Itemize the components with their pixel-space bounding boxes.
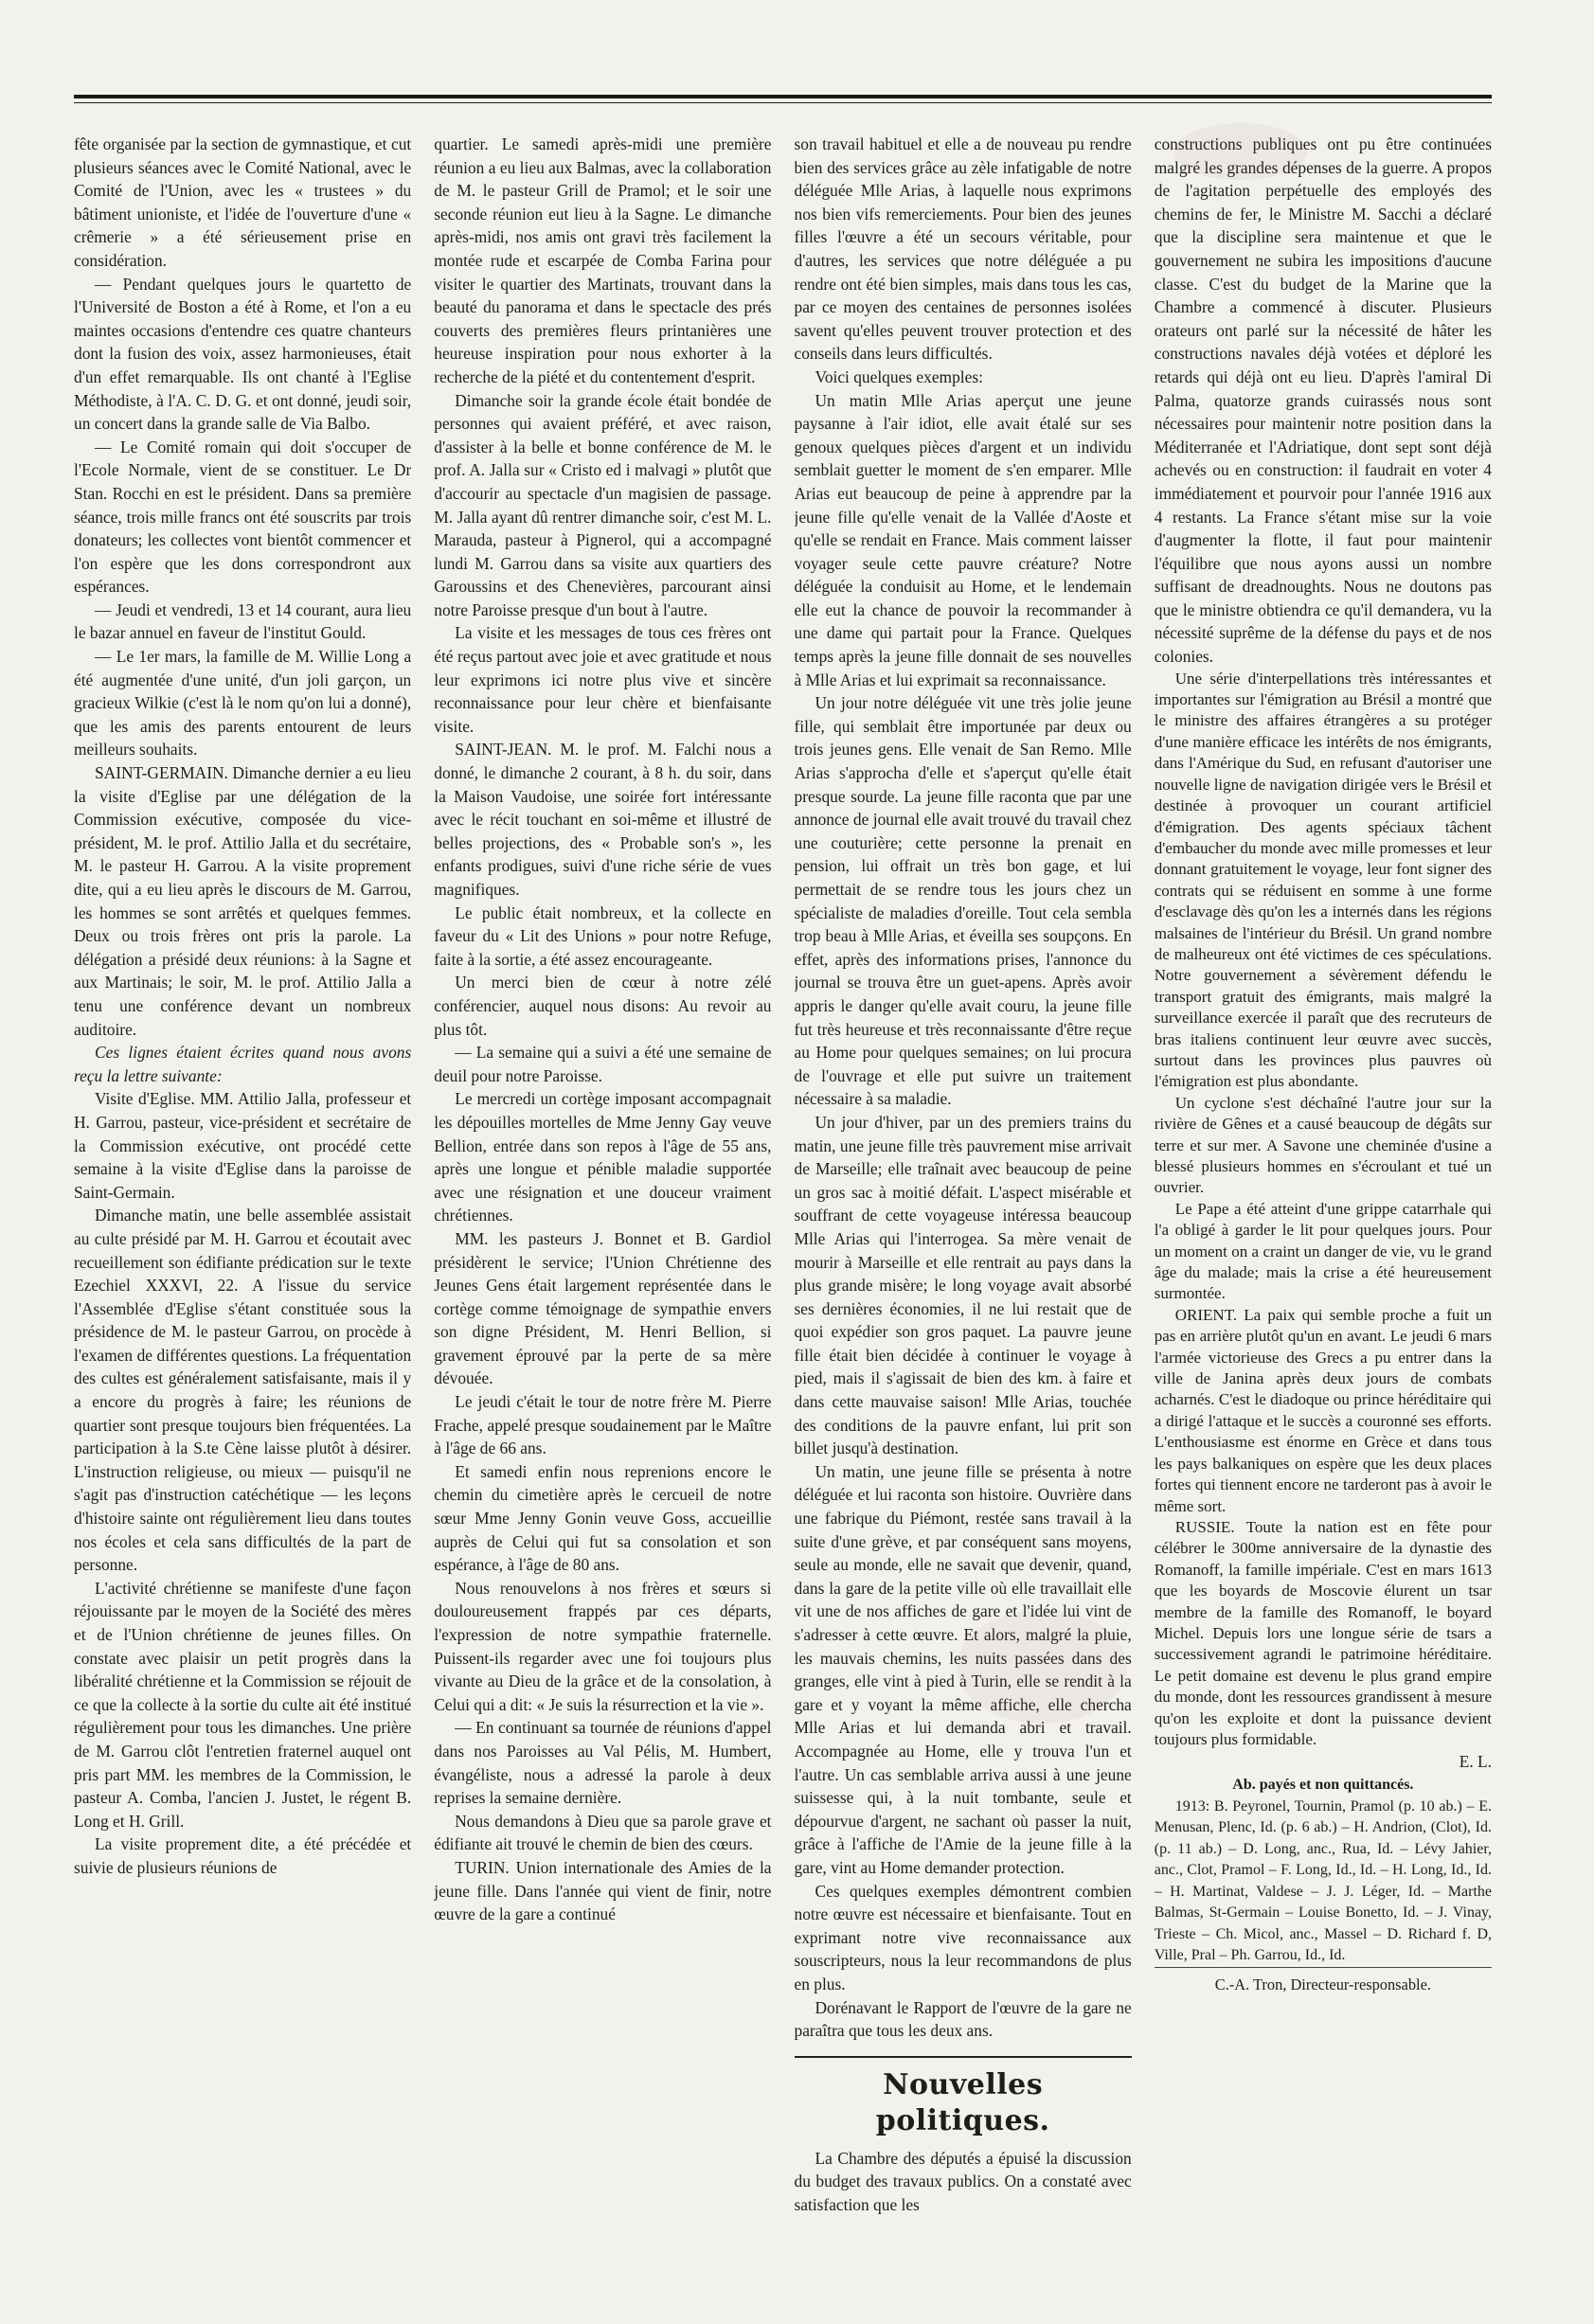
article-paragraph: SAINT-GERMAIN. Dimanche dernier a eu lieu la visite d'Eglise par une délégation de la Commission exécutive, composée du vice-président, M. le prof. Attilio Jalla et du secrétaire, M. le pasteur H. Garrou. A la visite proprement dite, qui a eu lieu après le discours de M. Garrou, les hommes se sont arrêtés et quelques femmes. Deux ou trois frères ont pris la parole. La délégation a présidé deux réunions: à la Sagne et aux Martinais; le soir, M. le prof. Attilio Jalla a tenu une conférence devant un nombreux auditoire. <box>74 763 412 1039</box>
article-paragraph: Dorénavant le Rapport de l'œuvre de la gare ne paraîtra que tous les deux ans. <box>794 1997 1132 2041</box>
article-paragraph: Le jeudi c'était le tour de notre frère M. Pierre Frache, appelé presque soudainement par le Maître à l'âge de 66 ans. <box>434 1392 772 1458</box>
article-paragraph: son travail habituel et elle a de nouveau pu rendre bien des services grâce au zèle infatigable de notre déléguée Mlle Arias, à laquelle nous exprimons nos bien vifs remerciements. Pour bien des jeunes filles l'œuvre a été un secours véritable, pour d'autres, les services que notre déléguée a pu rendre ont été bien simples, mais dans tous les cas, par ce moyen des centaines de personnes isolées savent qu'elles peuvent trouver protection et des conseils dans leurs difficultés. <box>794 134 1132 364</box>
article-paragraph: Et samedi enfin nous reprenions encore le chemin du cimetière après le cercueil de notre sœur Mme Jenny Gonin veuve Goss, accueillie auprès de Celui qui fut sa consolation et son espérance, à l'âge de 80 ans. <box>434 1461 772 1575</box>
article-paragraph: L'activité chrétienne se manifeste d'une façon réjouissante par le moyen de la Société des mères et de l'Union chrétienne de jeunes filles. On constate avec plaisir un petit progrès dans la libéralité chrétienne et la Commission se réjouit de ce que la collecte à la sortie du culte ait été institué régulièrement pour tous les dimanches. Une prière de M. Garrou clôt l'entretien fraternel auquel ont pris part MM. les membres de la Commission, le pasteur A. Comba, l'ancien J. Justet, le régent B. Long et H. Grill. <box>74 1578 412 1831</box>
article-paragraph: E. L. <box>1459 1752 1492 1772</box>
column-1 <box>74 133 411 2273</box>
article-paragraph: — En continuant sa tournée de réunions d'appel dans nos Paroisses au Val Pélis, M. Humbert, évangéliste, nous a adressé la parole à deux reprises la semaine dernière. <box>434 1718 772 1808</box>
article-paragraph: Le public était nombreux, et la collecte en faveur du « Lit des Unions » pour notre Refuge, faite à la sortie, a été assez encourageante. <box>434 903 772 969</box>
article-paragraph: La Chambre des députés a épuisé la discussion du budget des travaux publics. On a constaté avec satisfaction que les <box>794 2148 1132 2214</box>
article-paragraph: Visite d'Eglise. MM. Attilio Jalla, professeur et H. Garrou, pasteur, vice-président et secrétaire de la Commission exécutive, ont procédé cette semaine à la visite d'Eglise dans la paroisse de Saint-Germain. <box>74 1089 412 1202</box>
subscriptions-list: 1913: B. Peyronel, Tournin, Pramol (p. 10 ab.) – E. Menusan, Plenc, Id. (p. 6 ab.) – H. Andrion, (Clot), Id. (p. 11 ab.) – D. Long, anc., Rua, Id. – Lévy Jahier, anc., Clot, Pramol – F. Long, Id., Id. – H. Long, Id., Id. – H. Martinat, Valdese – J. J. Léger, Id. – Marthe Balmas, St-Germain – Louise Bonetto, Id. – J. Vinay, Trieste – Ch. Micol, anc., Massel – D. Richard f. D, Ville, Pral – Ph. Garrou, Id., Id. <box>1154 1797 1492 1964</box>
article-paragraph: Dimanche matin, une belle assemblée assistait au culte présidé par M. H. Garrou et écoutait avec recueillement son édifiante prédication sur le texte Ezechiel XXXVI, 22. A l'issue du service l'Assemblée d'Eglise s'étant constituée sous la présidence de M. le pasteur Garrou, on procède à l'examen de différentes questions. La fréquentation des cultes est généralement satisfaisante, mais il y a encore du progrès à faire; les réunions de quartier sont presque toujours bien fréquentées. La participation à la S.te Cène laisse plutôt à désirer. L'instruction religieuse, ou mieux — puisqu'il ne s'agit pas d'instruction catéchétique — les leçons d'histoire sainte ont régulièrement lieu dans toutes nos écoles et cela sans difficultés de la part de personne. <box>74 1206 412 1575</box>
section-heading: Nouvelles politiques. <box>795 2056 1132 2139</box>
header-rule-thick <box>74 95 1492 98</box>
article-paragraph: fête organisée par la section de gymnastique, et cut plusieurs séances avec le Comité National, avec le Comité de l'Union, avec les « trustees » du bâtiment unioniste, et l'idée de l'ouverture d'une « crêmerie » a été sérieusement prise en considération. <box>74 134 412 270</box>
article-paragraph: Ces quelques exemples démontrent combien notre œuvre est nécessaire et bienfaisante. Tout en exprimant notre vive reconnaissance aux souscripteurs, nous la leur recommandons de plus en plus. <box>794 1881 1132 1993</box>
article-paragraph: Ces lignes étaient écrites quand nous avons reçu la lettre suivante: <box>74 1043 412 1085</box>
article-paragraph: MM. les pasteurs J. Bonnet et B. Gardiol présidèrent le service; l'Union Chrétienne des Jeunes Gens était largement représentée dans le cortège comme témoignage de sympathie envers son digne Président, M. Henri Bellion, si gravement éprouvé par la perte de sa mère dévouée. <box>434 1228 772 1388</box>
article-paragraph: TURIN. Union internationale des Amies de la jeune fille. Dans l'année qui vient de finir, notre œuvre de la gare a continué <box>434 1857 772 1924</box>
article-paragraph: Un jour notre déléguée vit une très jolie jeune fille, qui semblait être importunée par deux ou trois jeunes gens. Elle venait de San Remo. Mlle Arias s'approcha d'elle et s'aperçut qu'elle était presque sourde. La jeune fille raconta que par une annonce de journal elle avait trouvé du travail chez une couturière; cette personne la prenait en pension, lui offrait un très bon gage, et lui permettait de se rendre tous les jours chez un spécialiste de maladies d'oreille. Tout cela sembla trop beau à Mlle Arias, et éveilla ses soupçons. En effet, après des informations prises, l'annonce du journal se trouva être un guet-apens. Après avoir appris le danger qu'elle avait couru, la jeune fille fut très heureuse et très reconnaissante d'être reçue au Home pour quelques semaines; on lui procura de l'ouvrage et elle put suivre un traitement nécessaire à sa maladie. <box>794 693 1132 1109</box>
article-paragraph: Le mercredi un cortège imposant accompagnait les dépouilles mortelles de Mme Jenny Gay veuve Bellion, entrée dans son repos à l'âge de 55 ans, après une longue et pénible maladie supportée avec une résignation et une douceur vraiment chrétiennes. <box>434 1089 772 1225</box>
newspaper-page <box>74 133 1492 2273</box>
editor-signature: C.-A. Tron, Directeur-responsable. <box>1155 1967 1492 1997</box>
article-paragraph: — Le 1er mars, la famille de M. Willie Long a été augmentée d'une unité, d'un joli garçon, un gracieux Wilkie (c'est là le nom qu'on lui a donné), que les amis des parents entourent de leurs meilleurs souhaits. <box>74 647 412 760</box>
article-paragraph: — La semaine qui a suivi a été une semaine de deuil pour notre Paroisse. <box>434 1043 772 1085</box>
article-paragraph: constructions publiques ont pu être continuées malgré les grandes dépenses de la guerre. A propos de l'agitation perpétuelle des employés des chemins de fer, le Ministre M. Sacchi a déclaré que la discipline sera maintenue et que le gouvernement ne subira les impositions d'aucune classe. C'est du budget de la Marine que la Chambre a commencé à discuter. Plusieurs orateurs ont parlé sur la nécessité de hâter les constructions navales déjà votées et déploré les retards qui déjà ont eu lieu. D'après l'amiral Di Palma, quatorze grands cuirassés nous sont nécessaires pour maintenir notre position dans la Méditerranée et l'Adriatique, dont sept sont déjà achevés ou en construction: il faudrait en voter 4 immédiatement et pourvoir pour l'année 1916 aux 4 restants. La France s'étant mise sur la voie d'augmenter la flotte, il faut pour maintenir l'équilibre que nous ayons aussi un nombre suffisant de dreadnoughts. Nous ne doutons pas que le ministre obtiendra ce qu'il demandera, vu la nécessité suprême de la défense du pays et de nos colonies. <box>1154 134 1492 667</box>
article-paragraph: Une série d'interpellations très intéressantes et importantes sur l'émigration au Brésil a montré que le ministre des affaires étrangères a su protéger d'une manière efficace les intérêts de nos émigrants, dans l'Amérique du Sud, en refusant d'autoriser une nouvelle ligne de navigation dirigée vers le Brésil et destinée à provoquer un courant artificiel d'émigration. Des agents spéciaux tâchent d'embaucher du monde avec mille promesses et leur donnant gratuitement le voyage, leur font signer des contrats qui se réduisent en somme à une forme d'esclavage dès qu'on les a internés dans les régions malsaines de l'intérieur du Brésil. Un grand nombre de malheureux ont été victimes de ces spéculations. Notre gouvernement a sévèrement défendu le transport gratuit des émigrants, mais malgré la surveillance exercée il paraît que des recruteurs de bras italiens continuent leur œuvre avec succès, surtout dans les provinces plus pauvres où l'émigration est plus abondante. <box>1154 669 1492 1091</box>
article-paragraph: — Pendant quelques jours le quartetto de l'Université de Boston a été à Rome, et l'on a eu maintes occasions d'entendre ces quatre chanteurs dont la fusion des voix, assez harmonieuses, était d'un effet remarquable. Ils ont chanté à l'Eglise Méthodiste, à l'A. C. D. G. et ont donné, jeudi soir, un concert dans la grande salle de Via Balbo. <box>74 274 412 434</box>
article-paragraph: Le Pape a été atteint d'une grippe catarrhale qui l'a obligé à garder le lit pour quelques jours. Pour un moment on a craint un danger de vie, vu le grand âge du malade; mais la crise a été heureusement surmontée. <box>1154 1199 1492 1303</box>
article-paragraph: quartier. Le samedi après-midi une première réunion a eu lieu aux Balmas, avec la collaboration de M. le pasteur Grill de Pramol; et le soir une seconde réunion eut lieu à la Sagne. Le dimanche après-midi, nos amis ont gravi très facilement la montée rude et escarpée de Comba Farina pour visiter le quartier des Martinats, trouvant dans la beauté du panorama et dans le spectacle des prés couverts des premières fleurs printanières une heureuse inspiration pour nous exhorter à la recherche de la piété et du contentement d'esprit. <box>434 134 772 386</box>
article-paragraph: Voici quelques exemples: <box>815 366 983 386</box>
article-paragraph: Nous demandons à Dieu que sa parole grave et édifiante ait trouvé le chemin de bien des cœurs. <box>434 1811 772 1854</box>
article-paragraph: Dimanche soir la grande école était bondée de personnes qui avaient préféré, et avec raison, d'assister à la belle et bonne conférence de M. le prof. A. Jalla sur « Cristo ed i malvagi » plutôt que d'accourir au spectacle d'un magisien de passage. M. Jalla ayant dû rentrer dimanche soir, c'est M. L. Marauda, pasteur à Pignerol, qui a accompagné lundi M. Garrou dans sa visite aux quartiers des Garoussins et des Chenevières, parcourant ainsi notre Paroisse presque d'un bout à l'autre. <box>434 390 772 619</box>
article-paragraph: La visite et les messages de tous ces frères ont été reçus partout avec joie et avec gratitude et nous leur exprimons ici notre plus vive et sincère reconnaissance pour leur chère et bienfaisante visite. <box>434 623 772 736</box>
article-paragraph: ORIENT. La paix qui semble proche a fuit un pas en arrière plutôt qu'un en avant. Le jeudi 6 mars l'armée victorieuse des Grecs a pu entrer dans la ville de Janina après deux jours de combats acharnés. C'est le diadoque ou prince héréditaire qui a dirigé l'attaque et le succès a couronné ses efforts. L'enthousiasme est énorme en Grèce et dans tous les pays balkaniques on espère que les deux places fortes qui tiennent encore ne tarderont pas à avoir le même sort. <box>1154 1305 1492 1515</box>
article-paragraph: La visite proprement dite, a été précédée et suivie de plusieurs réunions de <box>74 1834 412 1877</box>
article-paragraph: Un matin Mlle Arias aperçut une jeune paysanne à l'air idiot, elle avait étalé sur ses genoux quelques pièces d'argent et un individu semblait guetter le moment de s'en emparer. Mlle Arias eut beaucoup de peine à apprendre par la jeune fille qu'elle venait de la Vallée d'Aoste et qu'elle se rendait en France. Mais comment laisser voyager seule cette pauvre créature? Notre déléguée la conduisit au Home, et le lendemain elle eut la chance de pouvoir la recommander à une dame qui partait pour la France. Quelques temps après la jeune fille donnait de ses nouvelles à Mlle Arias et lui exprimait sa reconnaissance. <box>794 390 1132 689</box>
article-paragraph: Un cyclone s'est déchaîné l'autre jour sur la rivière de Gênes et a causé beaucoup de dégâts sur terre et sur mer. A Savone une cheminée d'usine a blessé plusieurs hommes en s'écroulant et tué un ouvrier. <box>1154 1093 1492 1197</box>
article-paragraph: — Le Comité romain qui doit s'occuper de l'Ecole Normale, vient de se constituer. Le Dr Stan. Rocchi en est le président. Dans sa première séance, trois mille francs ont été souscrits par trois donateurs; les collectes vont bientôt commencer et l'on espère que les dons correspondront aux espérances. <box>74 437 412 597</box>
column-2 <box>434 133 771 2273</box>
article-paragraph: — Jeudi et vendredi, 13 et 14 courant, aura lieu le bazar annuel en faveur de l'institut Gould. <box>74 599 412 643</box>
article-paragraph: Un matin, une jeune fille se présenta à notre déléguée et lui raconta son histoire. Ouvrière dans une fabrique du Piémont, restée sans travail à la suite d'une grève, et par conséquent sans moyens, seule au monde, elle ne savait que devenir, quand, dans la gare de la petite ville où elle travaillait elle vit une de nos affiches de gare et l'idée lui vint de s'adresser à cette œuvre. Et alors, malgré la pluie, les mauvais chemins, les nuits passées dans des granges, elle vint à pied à Turin, elle se rendit à la gare et y voyant la même affiche, elle chercha Mlle Arias et lui demanda abri et travail. Accompagnée au Home, elle y trouva l'un et l'autre. Un cas semblable arriva aussi à une jeune suissesse qui, à la nuit tombante, seule et dépourvue d'argent, ne sachant où passer la nuit, grâce à l'affiche de l'Amie de la jeune fille à la gare, vint au Home demander protection. <box>794 1461 1132 1877</box>
article-paragraph: SAINT-JEAN. M. le prof. M. Falchi nous a donné, le dimanche 2 courant, à 8 h. du soir, dans la Maison Vaudoise, une soirée fort intéressante avec le récit touchant en soi-même et illustré de belles projections, des « Probable son's », les enfants prodigues, suivi d'une riche série de vues magnifiques. <box>434 740 772 899</box>
column-4 <box>1155 133 1492 2273</box>
subscriptions-title: Ab. payés et non quittancés. <box>1232 1776 1414 1793</box>
header-rule-thin <box>74 102 1492 103</box>
column-3 <box>795 133 1132 2273</box>
article-paragraph: Un merci bien de cœur à notre zélé conférencier, auquel nous disons: Au revoir au plus tôt. <box>434 973 772 1039</box>
article-paragraph: RUSSIE. Toute la nation est en fête pour célébrer le 300me anniversaire de la dynastie des Romanoff, la famille impériale. C'est en mars 1613 que les boyards de Moscovie élurent un tsar membre de la famille des Romanoff, le boyard Michel. Depuis lors une longue série de tsars a successivement agrandi le patrimoine héréditaire. Le petit domaine est devenu le plus grand empire du monde, dont les ressources grandissent à mesure qu'on les exploite et dont la puissance devient toujours plus formidable. <box>1154 1517 1492 1748</box>
article-paragraph: Nous renouvelons à nos frères et sœurs si douloureusement frappés par ces départs, l'expression de notre sympathie fraternelle. Puissent-ils regarder avec une foi toujours plus vivante au Dieu de la grâce et de la consolation, à Celui qui a dit: « Je suis la résurrection et la vie ». <box>434 1578 772 1714</box>
article-paragraph: Un jour d'hiver, par un des premiers trains du matin, une jeune fille très pauvrement mise arrivait de Marseille; elle traînait avec beaucoup de peine un gros sac à moitié défait. L'aspect misérable et souffrant de cette voyageuse intéressa beaucoup Mlle Arias qui l'interrogea. Sa mère venait de mourir à Marseille et elle rentrait au pays dans la plus grande misère; le long voyage avait absorbé ses dernières économies, il ne lui restait que de quoi expédier son gros paquet. La pauvre jeune fille était bien décidée à continuer le voyage à pied, mais il s'agissait de bien des km. à faire et dans cette mauvaise saison! Mlle Arias, touchée des conditions de la pauvre enfant, lui prit son billet jusqu'à destination. <box>794 1112 1132 1458</box>
